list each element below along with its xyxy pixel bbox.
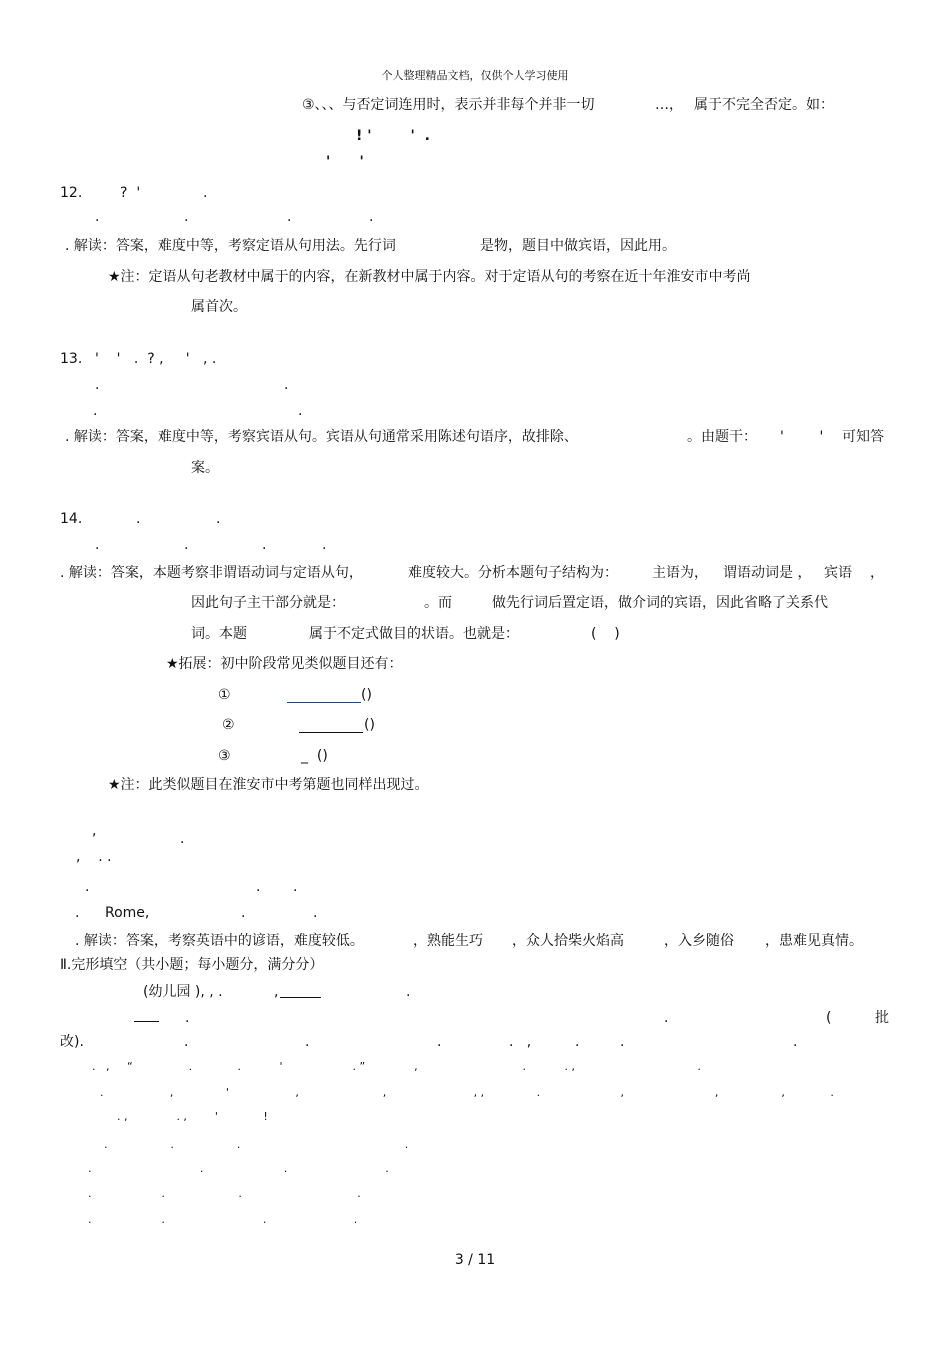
cloze-para-3-dot-6: .: [620, 1034, 625, 1050]
cloze-para-8: . . . .: [88, 1162, 389, 1175]
q13-number: 13.: [60, 351, 83, 367]
q14-answer-d: 谓语动词是 ，: [723, 565, 812, 581]
q14-answer-e: 宾语: [824, 565, 852, 581]
q14-stem-a: .: [136, 511, 141, 527]
q13-option-c: .: [93, 403, 98, 419]
cloze-para-3-end: .: [793, 1034, 798, 1050]
cloze-para-1a: (幼儿园 ), , .: [143, 984, 223, 1000]
q14-option-d: .: [322, 537, 327, 553]
q15-option-d: .: [75, 905, 80, 921]
q12-option-b: .: [184, 209, 189, 225]
cloze-para-3-dot-2: .: [305, 1034, 310, 1050]
q15-stem-1a: ,: [92, 823, 97, 839]
q15-option-a: .: [85, 879, 90, 895]
q12-answer: . 解读：答案，难度中等，考察定语从句用法。先行词: [65, 238, 396, 254]
q14-example-2-number: ②: [222, 717, 235, 733]
q12-option-c: .: [287, 209, 292, 225]
cloze-para-3-dot-1: .: [184, 1034, 189, 1050]
q14-option-b: .: [184, 537, 189, 553]
q14-option-c: .: [262, 537, 267, 553]
q15-option-f: .: [313, 905, 318, 921]
cloze-para-10: . . . .: [88, 1213, 358, 1226]
cloze-para-2c: (: [826, 1010, 832, 1026]
q14-note: ★注：此类似题目在淮安市中考第题也同样出现过。: [108, 777, 429, 793]
q14-example-3-number: ③: [218, 748, 231, 764]
q14-example-2-blank: [299, 732, 363, 733]
q12-note: ★注：定语从句老教材中属于的内容，在新教材中属于内容。对于定语从句的考察在近十年淮安市中考尚: [108, 269, 751, 285]
intro-line-3: ' ': [326, 154, 364, 170]
q14-option-a: .: [95, 537, 100, 553]
q13-option-d: .: [298, 403, 303, 419]
cloze-blank-2: [134, 1021, 159, 1022]
cloze-para-2a: .: [185, 1010, 190, 1026]
q13-option-a: .: [95, 377, 100, 393]
q13-answer-cont: 。由题干：: [687, 429, 757, 445]
cloze-para-6: . , . , ' !: [117, 1110, 268, 1123]
q14-answer-f: ，: [870, 565, 884, 581]
q15-answer-d: ，入乡随俗: [664, 933, 734, 949]
q15-option-e: .: [241, 905, 246, 921]
q15-answer: . 解读：答案，考察英语中的谚语，难度较低。: [75, 933, 364, 949]
q14-answer: . 解读：答案，本题考察非谓语动词与定语从句，: [60, 565, 363, 581]
q12-option-d: .: [369, 209, 374, 225]
cloze-para-3-dot-4: . ,: [509, 1034, 532, 1050]
q12-stem: ? ': [120, 185, 141, 201]
cloze-para-2d: 批: [875, 1010, 889, 1026]
page-number: 3 / 11: [454, 1252, 496, 1268]
q14-answer-b: 难度较大。分析本题句子结构为：: [408, 565, 618, 581]
q14-answer-line3c: ( ): [591, 626, 620, 642]
q14-example-1-blank: [287, 702, 361, 703]
cloze-para-1b: ,: [274, 984, 279, 1000]
cloze-para-3a: 改).: [60, 1034, 84, 1050]
intro-line-2: ! ' ' .: [356, 128, 430, 144]
q14-example-1-paren: (): [361, 687, 372, 703]
cloze-para-5: . , ' , , , , . , , , .: [100, 1086, 834, 1099]
q14-answer-line2b: 。而: [424, 595, 452, 611]
q14-example-2-paren: (): [364, 717, 375, 733]
cloze-para-3-dot-5: .: [575, 1034, 580, 1050]
q15-stem-2: , . .: [76, 849, 112, 865]
q15-answer-b: ，熟能生巧: [413, 933, 483, 949]
q14-number: 14.: [60, 511, 83, 527]
q12-option-a: .: [95, 209, 100, 225]
q14-example-3-paren: _ (): [301, 748, 328, 764]
q14-answer-line2: 因此句子主干部分就是：: [191, 595, 345, 611]
q12-note-cont: 属首次。: [191, 299, 247, 315]
q15-option-b: .: [256, 879, 261, 895]
q13-answer-wrap: 案。: [191, 460, 219, 476]
q14-answer-c: 主语为，: [652, 565, 708, 581]
q14-answer-line3: 词。本题: [191, 626, 247, 642]
q12-number: 12.: [60, 185, 83, 201]
q14-stem-b: .: [216, 511, 221, 527]
q13-option-b: .: [284, 377, 289, 393]
cloze-para-9: . . . .: [88, 1187, 361, 1200]
q15-option-c: .: [293, 879, 298, 895]
q14-example-1-number: ①: [218, 687, 231, 703]
q12-answer-cont: 是物，题目中做宾语，因此用。: [480, 238, 676, 254]
q14-answer-line3b: 属于不定式做目的状语。也就是：: [309, 626, 519, 642]
cloze-para-2b: .: [664, 1010, 669, 1026]
q13-answer-quote: ' ': [780, 429, 824, 445]
section-2-title: Ⅱ.完形填空（共小题；每小题分，满分分）: [60, 957, 324, 973]
q15-stem-1b: .: [180, 831, 185, 847]
cloze-para-3-dot-3: .: [437, 1034, 442, 1050]
q14-answer-line2c: 做先行词后置定语，做介词的宾语，因此省略了关系代: [492, 595, 828, 611]
q15-answer-c: ，众人拾柴火焰高: [512, 933, 624, 949]
intro-line-1-end: 属于不完全否定。如：: [694, 97, 834, 113]
q15-answer-e: ，患难见真情。: [765, 933, 863, 949]
q12-stem-end: .: [203, 185, 208, 201]
cloze-para-4: . , “ . . ' . ” , . . , .: [92, 1060, 701, 1073]
q15-option-rome: Rome,: [105, 905, 150, 921]
q13-answer-end: 可知答: [842, 429, 884, 445]
q13-answer: . 解读：答案，难度中等，考察宾语从句。宾语从句通常采用陈述句语序，故排除、: [65, 429, 578, 445]
intro-line-1-ellipsis: …，: [655, 97, 683, 113]
q14-extension: ★拓展：初中阶段常见类似题目还有：: [166, 656, 403, 672]
intro-line-1: ③、、、与否定词连用时，表示并非每个并非一切: [302, 97, 595, 113]
page-header: 个人整理精品文档，仅供个人学习使用: [381, 69, 569, 82]
cloze-para-1c: .: [406, 984, 411, 1000]
cloze-para-7: . . . .: [104, 1138, 409, 1151]
cloze-blank-1: [280, 997, 321, 998]
q13-stem: ' ' . ? , ' , .: [95, 351, 217, 367]
